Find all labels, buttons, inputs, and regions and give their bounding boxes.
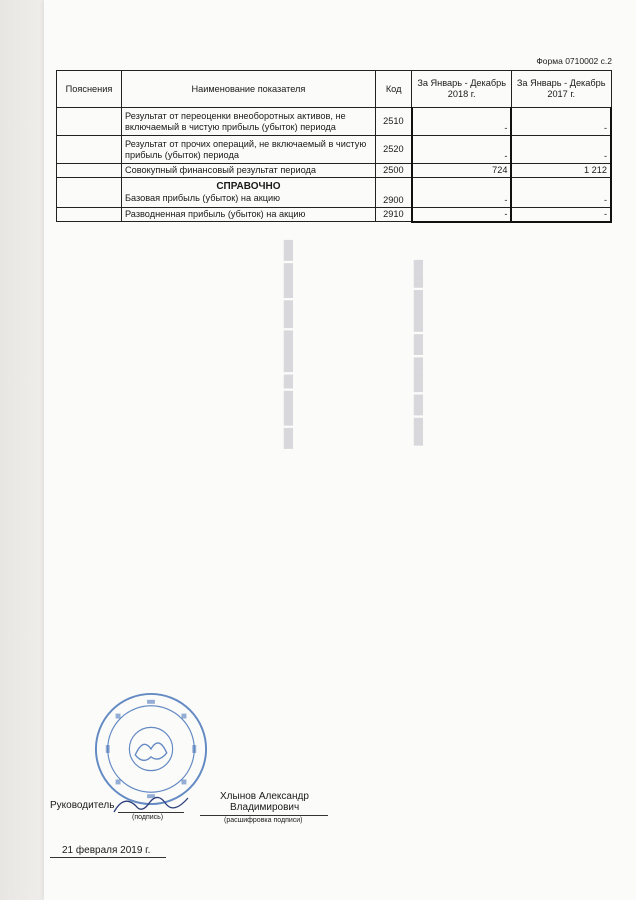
previous-page-edge — [0, 0, 44, 900]
row-name: Разводненная прибыль (убыток) на акцию — [121, 208, 375, 222]
note-cell — [57, 164, 122, 178]
value-2017: - — [511, 178, 611, 208]
value-2017: - — [511, 208, 611, 222]
table-row — [57, 178, 612, 208]
section-heading: СПРАВОЧНО — [216, 181, 281, 193]
financial-results-table — [56, 70, 612, 223]
row-code: 2910 — [375, 208, 412, 222]
note-cell — [57, 208, 122, 222]
value-2017: - — [511, 136, 611, 164]
form-code: Форма 0710002 с.2 — [536, 56, 612, 66]
value-2017: - — [511, 108, 611, 136]
row-name: Совокупный финансовый результат периода — [121, 164, 375, 178]
row-code: 2520 — [375, 136, 412, 164]
header-note: Пояснения — [57, 71, 122, 108]
row-name: Базовая прибыль (убыток) на акцию — [124, 192, 281, 203]
bleed-through-text: ▇▇▇▇ ▇▇▇▇▇▇ ▇▇▇ ▇▇▇▇▇ ▇▇▇ ▇▇▇▇ — [414, 260, 424, 446]
value-2018: - — [412, 108, 512, 136]
note-cell — [57, 136, 122, 164]
value-2018: - — [412, 208, 512, 222]
header-2018: За Январь - Декабрь 2018 г. — [412, 71, 512, 108]
note-cell — [57, 178, 122, 208]
signer-role: Руководитель — [50, 800, 115, 811]
header-2017: За Январь - Декабрь 2017 г. — [511, 71, 611, 108]
table-row — [57, 108, 612, 136]
header-code: Код — [375, 71, 412, 108]
note-cell — [57, 108, 122, 136]
date-line — [50, 857, 166, 858]
row-code: 2500 — [375, 164, 412, 178]
signature-caption: (подпись) — [132, 814, 164, 821]
table-row — [57, 208, 612, 222]
header-name: Наименование показателя — [121, 71, 375, 108]
signing-date: 21 февраля 2019 г. — [62, 845, 151, 856]
table-row — [57, 136, 612, 164]
row-code: 2900 — [375, 178, 412, 208]
name-caption: (расшифровка подписи) — [224, 817, 303, 824]
value-2018: 724 — [412, 164, 512, 178]
signature-line — [118, 812, 184, 813]
signer-name-line1: Хлынов Александр — [220, 791, 309, 802]
row-code: 2510 — [375, 108, 412, 136]
row-name: Результат от переоценки внеоборотных активов, не включаемый в чистую прибыль (убыток) периода — [121, 108, 375, 136]
table-row — [57, 164, 612, 178]
signer-name-line2: Владимирович — [230, 802, 300, 813]
row-name: Результат от прочих операций, не включаемый в чистую прибыль (убыток) периода — [121, 136, 375, 164]
name-line — [200, 815, 328, 816]
value-2017: 1 212 — [511, 164, 611, 178]
row-name-cell — [121, 178, 375, 208]
value-2018: - — [412, 136, 512, 164]
table-header-row — [57, 71, 612, 108]
value-2018: - — [412, 178, 512, 208]
bleed-through-text: ▇▇▇ ▇▇▇▇▇ ▇▇▇▇ ▇▇▇▇▇▇ ▇▇ ▇▇▇▇▇ ▇▇▇ — [284, 240, 294, 449]
